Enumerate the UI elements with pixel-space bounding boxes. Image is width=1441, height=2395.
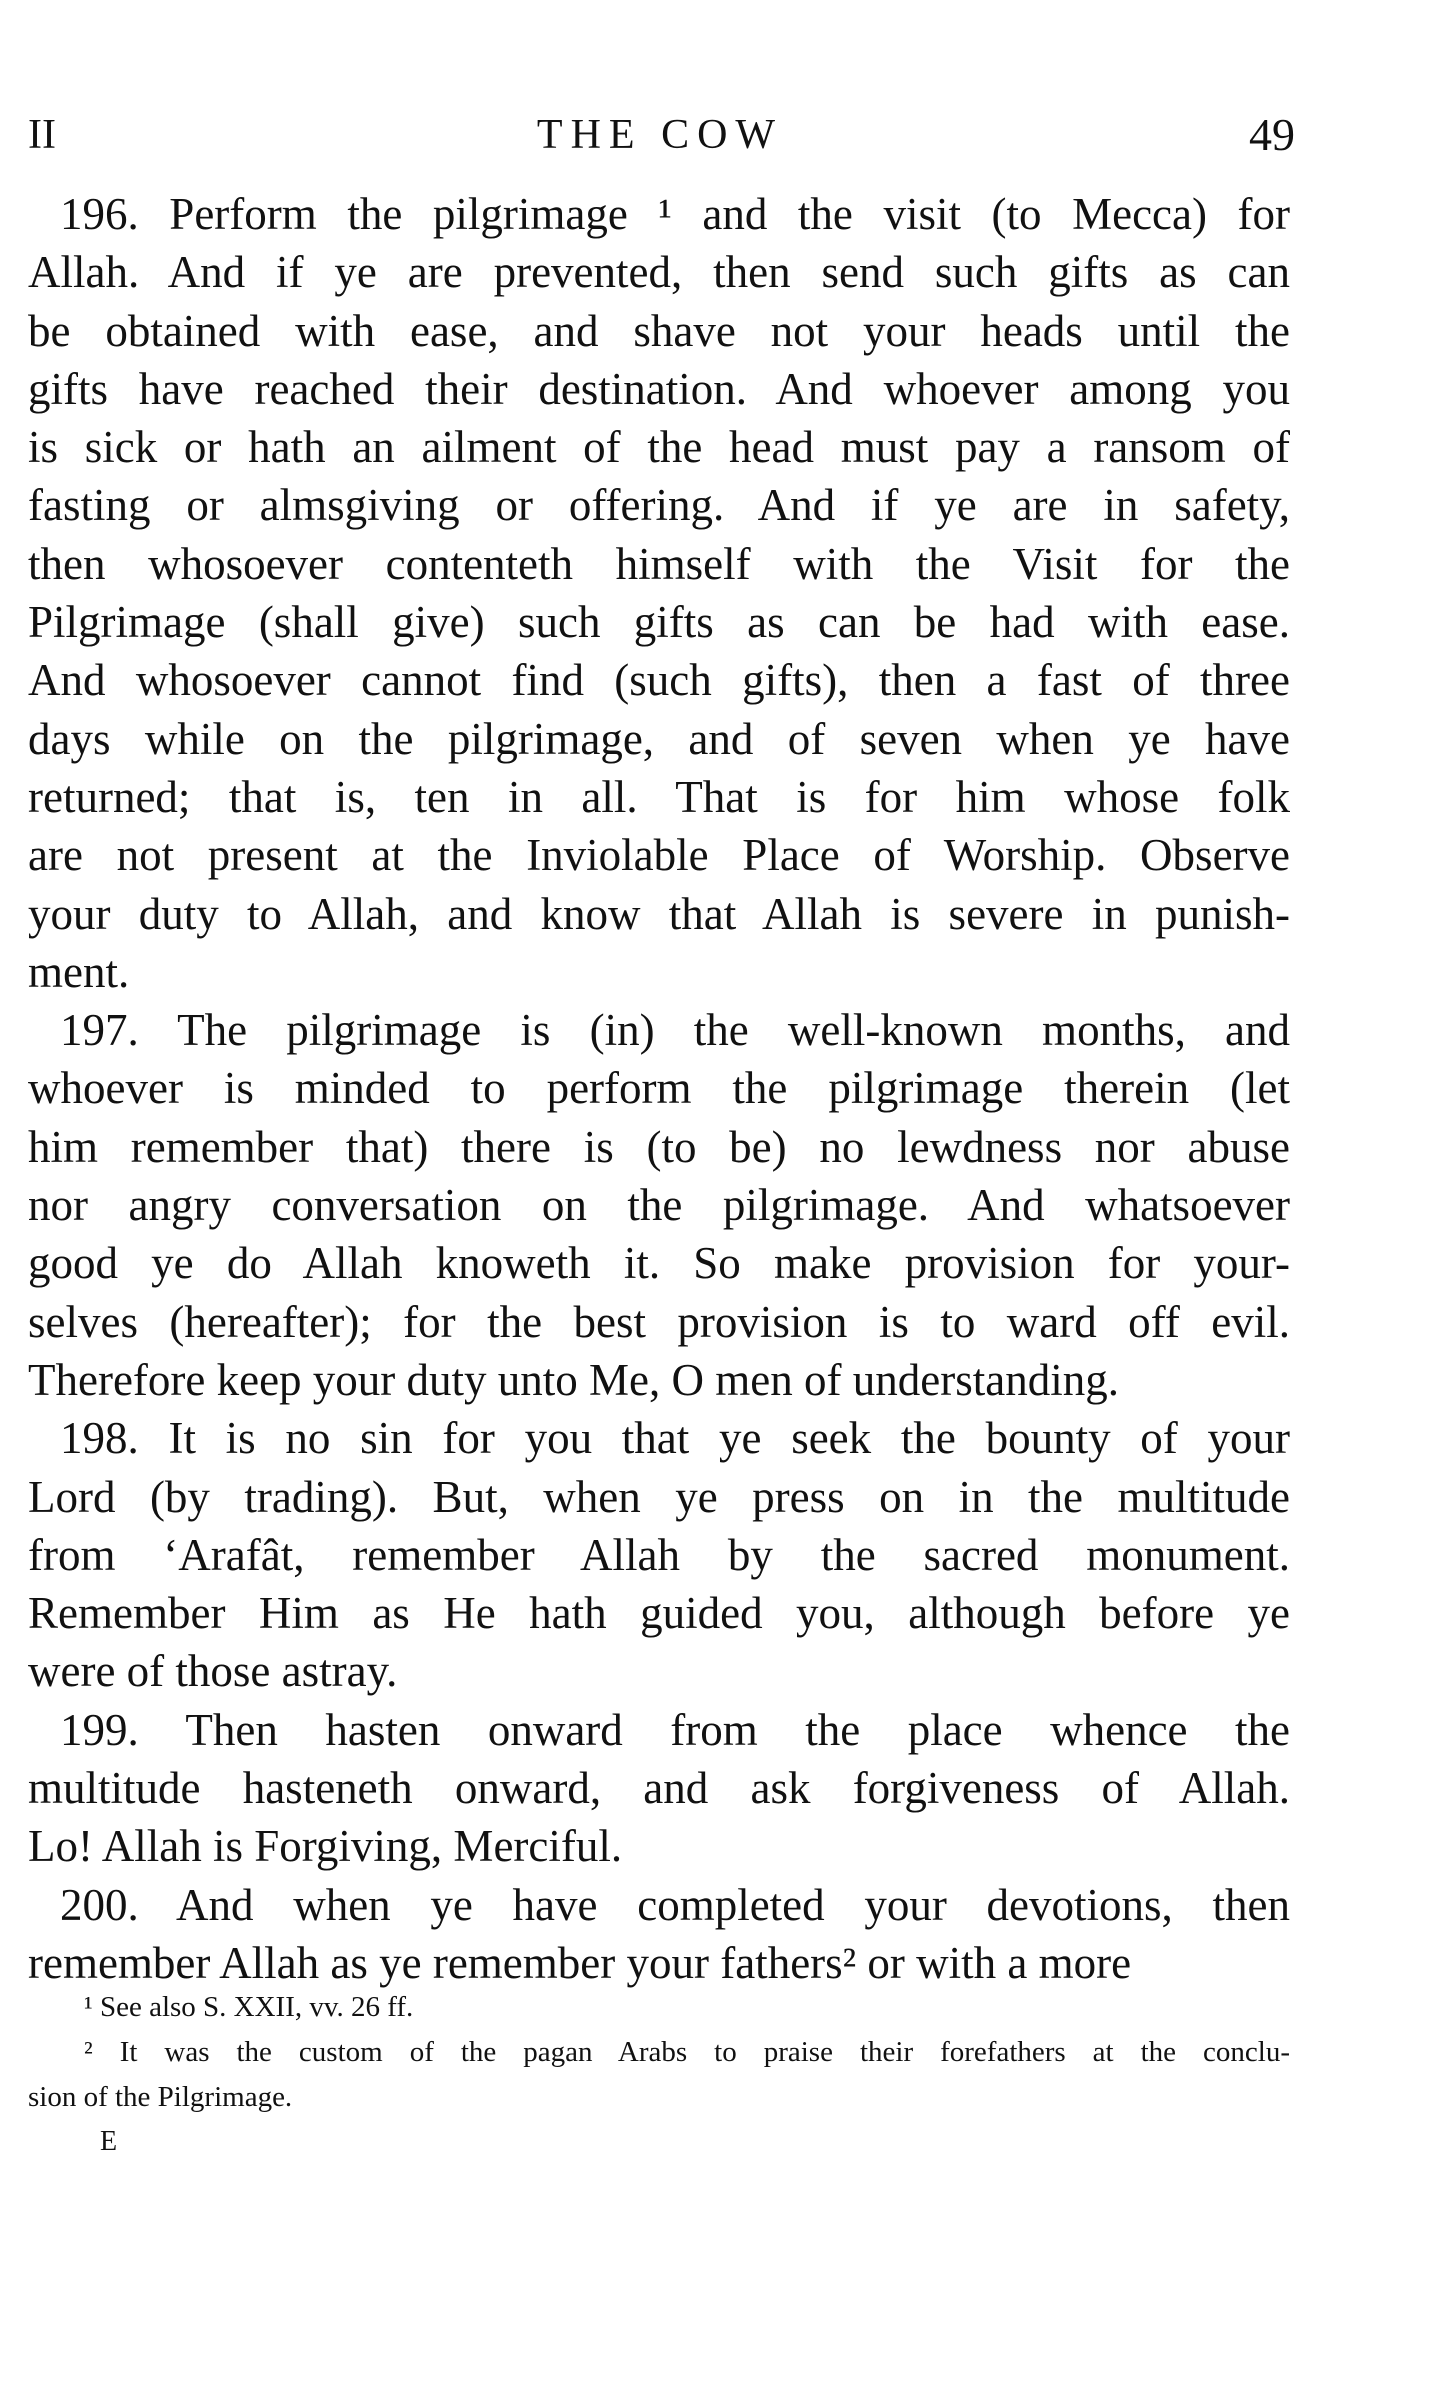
text-line: nor angry conversation on the pilgrimage. And whatsoever	[28, 1180, 1290, 1231]
verse-paragraph	[28, 1701, 1290, 1876]
text-line: 197. The pilgrimage is (in) the well-known months, and	[60, 1005, 1290, 1056]
text-line: be obtained with ease, and shave not your heads until the	[28, 305, 1290, 356]
text-line: Allah. And if ye are prevented, then send such gifts as can	[28, 247, 1290, 298]
footnote	[28, 2030, 1290, 2120]
signature-mark: E	[100, 2126, 118, 2157]
text-line: Lo! Allah is Forgiving, Merciful.	[28, 1821, 623, 1872]
text-line: Lord (by trading). But, when ye press on in the multitude	[28, 1471, 1290, 1522]
text-line: multitude hasteneth onward, and ask forgiveness of Allah.	[28, 1763, 1290, 1814]
text-line: ment.	[28, 946, 130, 997]
footnotes	[28, 1985, 1290, 2120]
text-line: then whosoever contenteth himself with the Visit for the	[28, 538, 1290, 589]
text-line: fasting or almsgiving or offering. And if ye are in safety,	[28, 480, 1290, 531]
text-line: are not present at the Inviolable Place of Worship. Observe	[28, 830, 1290, 881]
text-line: Pilgrimage (shall give) such gifts as can be had with ease.	[28, 597, 1290, 648]
text-line: your duty to Allah, and know that Allah is severe in punish-	[28, 888, 1290, 939]
text-line: days while on the pilgrimage, and of seven when ye have	[28, 713, 1290, 764]
page-number: 49	[1249, 109, 1295, 160]
text-line: 200. And when ye have completed your devotions, then	[60, 1879, 1290, 1930]
text-line: selves (hereafter); for the best provision is to ward off evil.	[28, 1296, 1290, 1347]
text-line: And whosoever cannot find (such gifts), then a fast of three	[28, 655, 1290, 706]
text-line: him remember that) there is (to be) no lewdness nor abuse	[28, 1121, 1290, 1172]
text-line: good ye do Allah knoweth it. So make provision for your-	[28, 1238, 1290, 1289]
text-line: 198. It is no sin for you that ye seek the bounty of your	[60, 1413, 1290, 1464]
verse-paragraph	[28, 1409, 1290, 1700]
footnote	[28, 1985, 1290, 2030]
text-line: remember Allah as ye remember your fathers² or with a more	[28, 1937, 1132, 1988]
text-line: ¹ See also S. XXII, vv. 26 ff.	[84, 1991, 414, 2023]
text-line: Therefore keep your duty unto Me, O men of understanding.	[28, 1354, 1119, 1405]
text-line: sion of the Pilgrimage.	[28, 2081, 293, 2113]
text-line: returned; that is, ten in all. That is for him whose folk	[28, 771, 1290, 822]
text-line: Remember Him as He hath guided you, although before ye	[28, 1588, 1290, 1639]
verse-paragraph	[28, 1001, 1290, 1409]
running-title: THE COW	[536, 112, 784, 158]
verse-paragraph	[28, 1876, 1290, 1993]
chapter-number: II	[28, 112, 56, 158]
body-text	[28, 185, 1290, 1992]
verse-paragraph	[28, 185, 1290, 1001]
text-line: ² It was the custom of the pagan Arabs to praise their forefathers at the conclu-	[84, 2036, 1290, 2068]
text-line: 196. Perform the pilgrimage ¹ and the visit (to Mecca) for	[60, 189, 1290, 239]
text-line: 199. Then hasten onward from the place whence the	[60, 1704, 1290, 1755]
text-line: were of those astray.	[28, 1646, 398, 1697]
text-line: is sick or hath an ailment of the head must pay a ransom of	[28, 422, 1290, 473]
text-line: whoever is minded to perform the pilgrimage therein (let	[28, 1063, 1290, 1114]
text-line: from ‘Arafât, remember Allah by the sacred monument.	[28, 1529, 1290, 1580]
text-line: gifts have reached their destination. And whoever among you	[28, 363, 1290, 414]
